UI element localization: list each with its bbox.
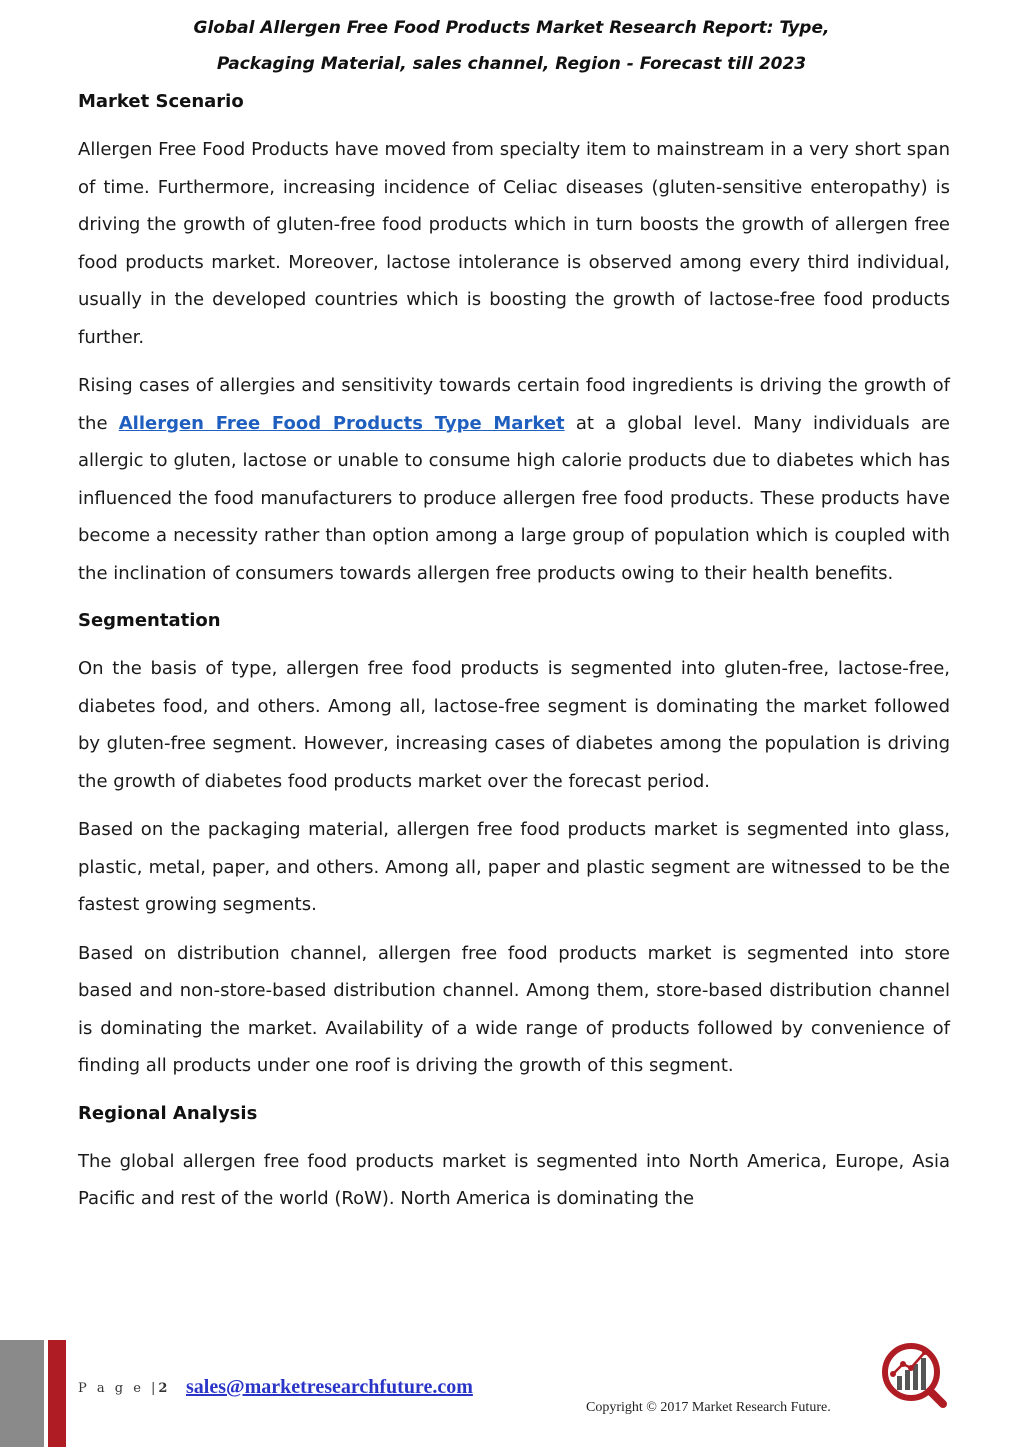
company-logo (875, 1340, 955, 1410)
report-title (0, 10, 1023, 82)
heading-regional-analysis: Regional Analysis (78, 1102, 258, 1124)
heading-market-scenario: Market Scenario (78, 91, 244, 112)
paragraph-regional-analysis: The global allergen free food products market is segmented into North America, Europe, Asia Pacific and rest of the world (RoW). North America is dominating the (78, 1150, 950, 1209)
heading-segmentation: Segmentation (78, 610, 221, 631)
document-body (78, 84, 950, 1229)
page-label: P a g e | (78, 1381, 159, 1396)
report-title-line-2: Packaging Material, sales channel, Region - Forecast till 2023 (216, 54, 807, 74)
page-number: 2 (158, 1381, 168, 1396)
footer-gray-bar (0, 1340, 44, 1447)
paragraph-segmentation-type: On the basis of type, allergen free food products is segmented into gluten-free, lactose-free, diabetes food, and others. Among all, lactose-free segment is dominating the market followed by gluten-free segment. However, increasing cases of diabetes among the population is driving the growth of diabetes food products market over the forecast period. (78, 658, 950, 792)
copyright-notice: Copyright © 2017 Market Research Future. (586, 1400, 831, 1415)
page-indicator (78, 1381, 167, 1396)
paragraph-text: at a global level. Many individuals are allergic to gluten, lactose or unable to consume high calorie products due to diabetes which has influenced the food manufacturers to produce allergen free food products. These products have become a necessity rather than option among a large group of population which is coupled with the inclination of consumers towards allergen free products owing to their health benefits. (78, 412, 950, 584)
paragraph-segmentation-distribution: Based on distribution channel, allergen free food products market is segmented into store based and non-store-based distribution channel. Among them, store-based distribution channel is dominating the market. Availability of a wide range of products followed by convenience of finding all products under one roof is driving the growth of this segment. (78, 942, 950, 1076)
sales-email-link[interactable]: sales@marketresearchfuture.com (186, 1376, 473, 1398)
report-title-line-1: Global Allergen Free Food Products Market Research Report: Type, (193, 18, 830, 38)
footer-red-bar (48, 1340, 66, 1447)
paragraph-market-scenario-2 (78, 367, 950, 592)
paragraph-market-scenario-1: Allergen Free Food Products have moved from specialty item to mainstream in a very short span of time. Furthermore, increasing incidence of Celiac diseases (gluten-sensitive enteropathy) is driving the growth of gluten-free food products which in turn boosts the growth of allergen free food products market. Moreover, lactose intolerance is observed among every third individual, usually in the developed countries which is boosting the growth of lactose-free food products further. (78, 139, 950, 348)
market-report-link[interactable]: Allergen Free Food Products Type Market (118, 412, 565, 434)
paragraph-text: Rising cases of allergies and sensitivity towards certain food ingredients is driving the growth of the (78, 375, 950, 434)
paragraph-segmentation-packaging: Based on the packaging material, allergen free food products market is segmented into glass, plastic, metal, paper, and others. Among all, paper and plastic segment are witnessed to be the fastest growing segments. (78, 819, 950, 915)
